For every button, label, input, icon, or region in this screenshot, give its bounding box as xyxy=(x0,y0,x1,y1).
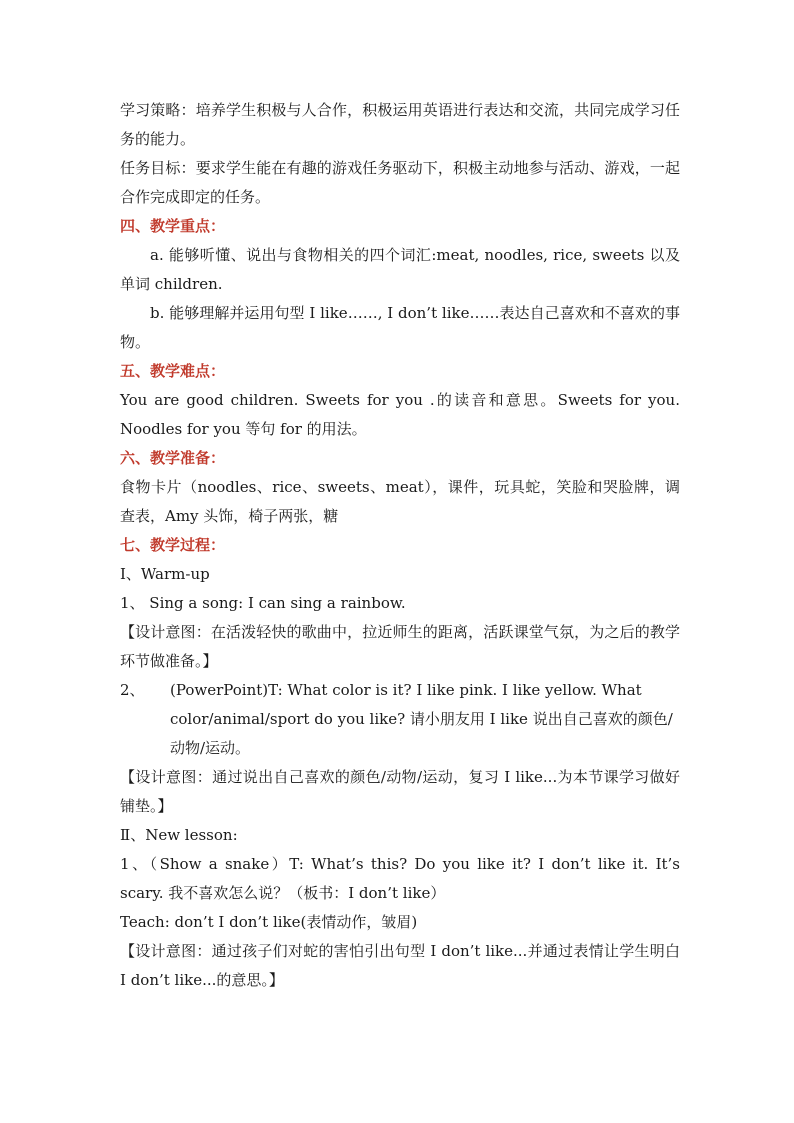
design-intent-3: 【设计意图：通过孩子们对蛇的害怕引出句型 I don’t like...并通过表情让学生明白 I don’t like...的意思。】 xyxy=(120,942,680,989)
key-point-a: a. 能够听懂、说出与食物相关的四个词汇:meat, noodles, rice, sweets 以及单词 children. xyxy=(120,246,680,293)
teach-line: Teach: don’t I don’t like(表情动作，皱眉) xyxy=(120,913,418,931)
part-warm-up: Ⅰ、Warm-up xyxy=(120,565,210,583)
key-point-b: b. 能够理解并运用句型 I like……, I don’t like……表达自己喜欢和不喜欢的事物。 xyxy=(120,304,680,351)
step-sing-song: 1、 Sing a song: I can sing a rainbow. xyxy=(120,594,406,612)
section-heading-difficulties: 五、教学难点： xyxy=(120,362,226,380)
design-intent-1: 【设计意图：在活泼轻快的歌曲中，拉近师生的距离，活跃课堂气氛，为之后的教学环节做准备。】 xyxy=(120,623,680,670)
section-heading-process: 七、教学过程： xyxy=(120,536,226,554)
step-show-snake: 1、（Show a snake）T: What’s this? Do you like it? I don’t like it. It’s scary. 我不喜欢怎么说？（板书：I don’t like） xyxy=(120,855,680,902)
step-text: (PowerPoint)T: What color is it? I like pink. I like yellow. What color/animal/sport do you like? 请小朋友用 I like 说出自己喜欢的颜色/动物/运动。 xyxy=(170,681,673,757)
document-page xyxy=(120,96,680,995)
step-powerpoint xyxy=(120,676,680,763)
difficulties-text: You are good children. Sweets for you .的读音和意思。Sweets for you. Noodles for you 等句 for 的用法。 xyxy=(120,391,680,438)
learning-strategy: 学习策略：培养学生积极与人合作，积极运用英语进行表达和交流，共同完成学习任务的能力。 xyxy=(120,101,680,148)
section-heading-preparation: 六、教学准备： xyxy=(120,449,226,467)
section-heading-key-points: 四、教学重点： xyxy=(120,217,226,235)
part-new-lesson: Ⅱ、New lesson: xyxy=(120,826,238,844)
task-goal: 任务目标：要求学生能在有趣的游戏任务驱动下，积极主动地参与活动、游戏，一起合作完成即定的任务。 xyxy=(120,159,680,206)
design-intent-2: 【设计意图：通过说出自己喜欢的颜色/动物/运动，复习 I like...为本节课学习做好铺垫。】 xyxy=(120,768,680,815)
step-number: 2、 xyxy=(120,681,145,699)
preparation-text: 食物卡片（noodles、rice、sweets、meat），课件，玩具蛇，笑脸和哭脸牌，调查表，Amy 头饰，椅子两张，糖 xyxy=(120,478,680,525)
